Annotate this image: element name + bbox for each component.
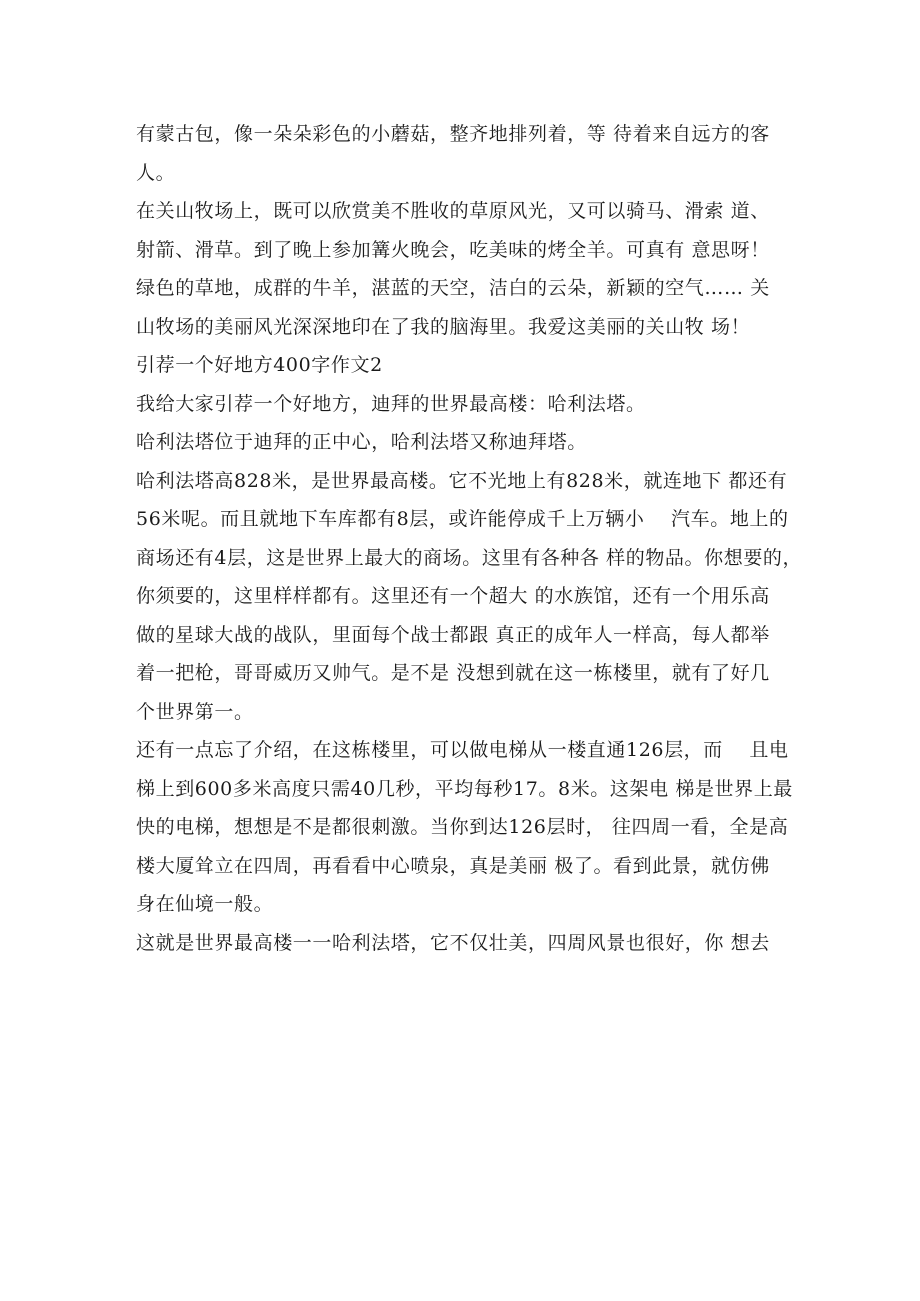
text-line: 身在仙境一般。 (136, 893, 274, 915)
text-line: 我给大家引荐一个好地方，迪拜的世界最高楼：哈利法塔。 (136, 392, 646, 415)
text-line: 做的星球大战的战队，里面每个战士都跟 真正的成年人一样高，每人都举 (136, 623, 770, 646)
text-line: 56米呢。而且就地下车库都有8层，或许能停成千上万辆小 汽车。地上的 (136, 508, 789, 530)
text-line: 绿色的草地，成群的牛羊，湛蓝的天空，洁白的云朵，新颖的空气…… 关 (136, 277, 770, 299)
section-heading: 引荐一个好地方400字作文2 (136, 354, 383, 376)
text-line: 有蒙古包，像一朵朵彩色的小蘑菇，整齐地排列着，等 待着来自远方的客 (136, 123, 770, 145)
text-line: 你须要的，这里样样都有。这里还有一个超大 的水族馆，还有一个用乐高 (136, 585, 770, 607)
text-line: 楼大厦耸立在四周，再看看中心喷泉，真是美丽 极了。看到此景，就仿佛 (136, 854, 770, 877)
text-line: 还有一点忘了介绍，在这栋楼里，可以做电梯从一楼直通126层，而 且电 (136, 739, 789, 761)
text-line: 人。 (136, 161, 176, 184)
text-line: 山牧场的美丽风光深深地印在了我的脑海里。我爱这美丽的关山牧 场！ (136, 315, 751, 338)
text-line: 快的电梯，想想是不是都很刺激。当你到达126层时， 往四周一看，全是高 (136, 816, 789, 838)
text-line: 哈利法塔位于迪拜的正中心，哈利法塔又称迪拜塔。 (136, 431, 587, 453)
text-line: 射箭、滑草。到了晚上参加篝火晚会，吃美味的烤全羊。可真有 意思呀！ (136, 238, 770, 261)
text-line: 哈利法塔高828米，是世界最高楼。它不光地上有828米，就连地下 都还有 (136, 469, 788, 492)
text-line: 个世界第一。 (136, 700, 254, 723)
text-line: 在关山牧场上，既可以欣赏美不胜收的草原风光，又可以骑马、滑索 道、 (136, 200, 770, 222)
document-body (136, 115, 803, 962)
text-line: 商场还有4层，这是世界上最大的商场。这里有各种各 样的物品。你想要的， (136, 546, 803, 569)
text-line: 这就是世界最高楼一一哈利法塔，它不仅壮美，四周风景也很好，你 想去 (136, 931, 770, 954)
text-line: 着一把枪，哥哥威历又帅气。是不是 没想到就在这一栋楼里，就有了好几 (136, 662, 770, 684)
text-line: 梯上到600多米高度只需40几秒，平均每秒17。8米。这架电 梯是世界上最 (136, 777, 793, 800)
